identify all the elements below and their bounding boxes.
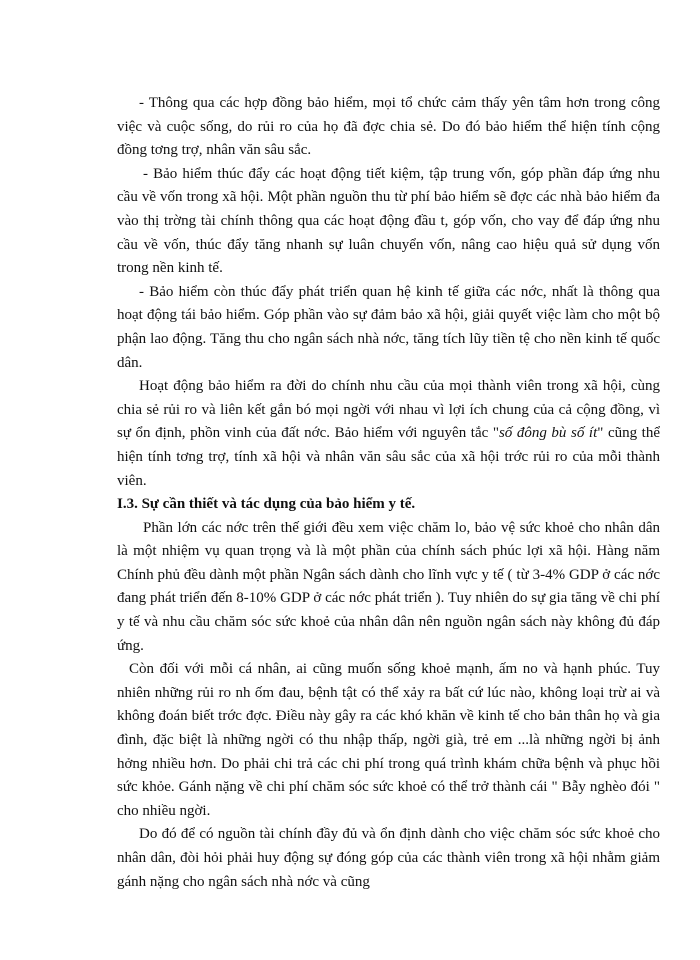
principle-phrase-italic: số đông bù số ít <box>498 425 598 442</box>
paragraph-capital-mobilization: - Bảo hiểm thúc đẩy các hoạt động tiết kiệm, tập trung vốn, góp phần đáp ứng nhu cầu về vốn trong xã hội. Một phần nguồn thu từ phí bảo hiểm sẽ đợc các nhà bảo hiểm đa vào thị trờng tài chính thông qua các hoạt động đầu t, góp vốn, cho vay để đáp ứng nhu cầu về vốn, thúc đẩy tăng nhanh sự luân chuyển vốn, nâng cao hiệu quả sử dụng vốn trong nền kinh tế. <box>117 165 660 277</box>
paragraph-insurance-origin-text-after: " cũng thể hiện tính tơng trợ, tính xã hội và nhân văn sâu sắc của xã hội trớc rủi ro của mỗi thành viên. <box>117 425 660 489</box>
paragraph-insurance-origin <box>117 375 660 493</box>
paragraph-health-care-policy: Phần lớn các nớc trên thế giới đều xem việc chăm lo, bảo vệ sức khoẻ cho nhân dân là một nhiệm vụ quan trọng và là một phần của chính sách phúc lợi xã hội. Hàng năm Chính phủ đều dành một phần Ngân sách dành cho lĩnh vực y tế ( từ 3-4% GDP ở các nớc đang phát triển đến 8-10% GDP ở các nớc phát triển ). Tuy nhiên do sự gia tăng về chi phí y tế và nhu cầu chăm sóc sức khoẻ của nhân dân nên nguồn ngân sách này không đủ đáp ứng. <box>117 519 660 654</box>
paragraph-insurance-origin-text-before: Hoạt động bảo hiểm ra đời do chính nhu cầu của mọi thành viên trong xã hội, cùng chia sẻ rủi ro và liên kết gắn bó mọi ngời với nhau vì lợi ích chung của cả cộng đồng, vì sự ổn định, phồn vinh của đất nớc. Bảo hiểm với nguyên tắc " <box>117 378 660 442</box>
section-heading: I.3. Sự cần thiết và tác dụng của bảo hiểm y tế. <box>117 496 416 513</box>
paragraph-international-relations: - Bảo hiểm còn thúc đẩy phát triển quan hệ kinh tế giữa các nớc, nhất là thông qua hoạt động tái bảo hiểm. Góp phần vào sự đảm bảo xã hội, giải quyết việc làm cho một bộ phận lao động. Tăng thu cho ngân sách nhà nớc, tăng tích lũy tiền tệ cho nền kinh tế quốc dân. <box>117 283 660 371</box>
paragraph-community-solidarity: - Thông qua các hợp đồng bảo hiểm, mọi tổ chức cảm thấy yên tâm hơn trong công việc và cuộc sống, do rủi ro của họ đã đợc chia sẻ. Do đó bảo hiểm thể hiện tính cộng đồng tơng trợ, nhân văn sâu sắc. <box>117 95 660 159</box>
paragraph-individual-risks: Còn đối với mỗi cá nhân, ai cũng muốn sống khoẻ mạnh, ấm no và hạnh phúc. Tuy nhiên những rủi ro nh ốm đau, bệnh tật có thể xảy ra bất cứ lúc nào, không loại trừ ai và không đoán biết trớc đợc. Điều này gây ra các khó khăn về kinh tế cho bản thân họ và gia đình, đặc biệt là những ngời có thu nhập thấp, ngời già, trẻ em ...là những ngời bị ảnh hởng nhiều hơn. Do phải chi trả các chi phí trong quá trình khám chữa bệnh và phục hồi sức khỏe. Gánh nặng về chi phí chăm sóc sức khoẻ có thể trở thành cái " Bẫy nghèo đói " cho nhiều ngời. <box>117 661 660 819</box>
document-body <box>117 92 660 894</box>
paragraph-financial-sources: Do đó để có nguồn tài chính đầy đủ và ổn định dành cho việc chăm sóc sức khoẻ cho nhân dân, đòi hỏi phải huy động sự đóng góp của các thành viên trong xã hội nhằm giảm gánh nặng cho ngân sách nhà nớc và cũng <box>117 826 660 890</box>
